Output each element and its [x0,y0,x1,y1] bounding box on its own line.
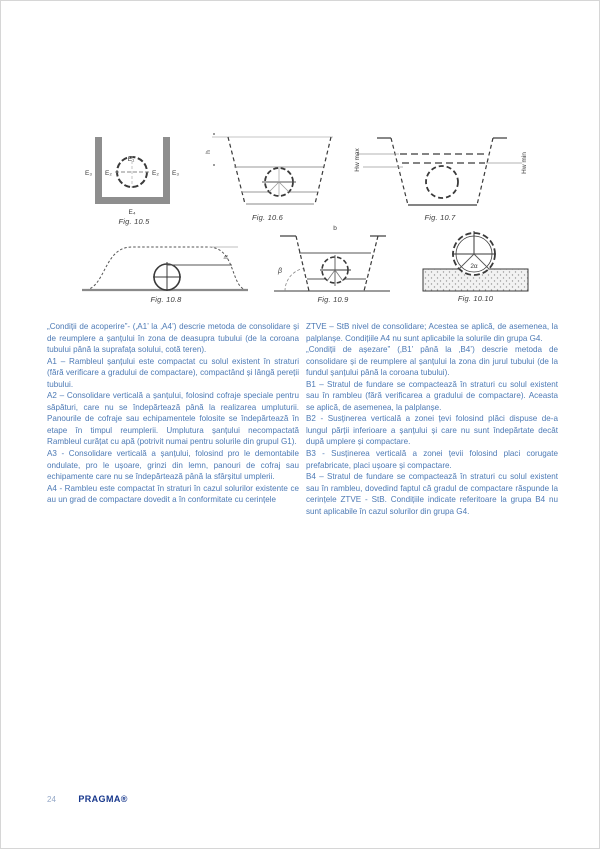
figure-caption: Fig. 10.9 [317,295,349,304]
figure-10-5 [84,132,184,226]
pipe-circle [426,166,458,198]
modulus-label-top: E₁ [127,156,135,163]
slope-angle-arc [285,269,303,291]
figure-10-8 [80,240,252,304]
modulus-label-right-inner: E₂ [152,170,159,177]
dimension-tick [213,133,215,135]
slope-angle-label: β [278,268,282,275]
figure-caption: Fig. 10.5 [118,217,150,226]
paragraph-a1: A1 – Rambleul șanțului este compactat cu solul existent în straturi (fără verificare a gradului de compactare), compactând și lângă pereții tubului. [47,356,299,389]
page-footer [47,789,547,807]
dimension-tick [213,164,215,166]
figure-caption: Fig. 10.10 [457,294,494,303]
right-text-column [306,321,558,517]
cover-height-label: h [223,255,230,259]
embankment-diagram [80,240,252,294]
modulus-label-right-outer: E₃ [172,170,179,177]
water-min-label: Hw min [521,152,528,174]
modulus-label-left-inner: E₂ [105,170,112,177]
modulus-label-bottom: E₄ [128,209,136,216]
pipe-circle [320,255,351,286]
modulus-label-left-outer: E₃ [85,170,92,177]
paragraph-b4: B4 – Stratul de fundare se compactează în straturi cu solul existent sau în rambleu, dovedind faptul că gradul de compactare răspunde la cerințele ZTVE - StB. Condițiile indicate referitoare la grupa B4 nu sunt aplicabile în cazul solurilor din grupa G4. [306,472,558,516]
paragraph-ztve: ZTVE – StB nivel de consolidare; Acestea se aplică, de asemenea, la palplanșe. Condițiile A4 nu sunt aplicabile la solurile din grupa G4. [306,322,558,343]
groundwater-trench-diagram [350,128,530,212]
figure-caption: Fig. 10.8 [150,295,182,304]
dimension-leaders [357,154,522,167]
trench-vertical-walls-diagram [84,132,184,216]
trench-width-label: b [333,225,337,232]
figure-10-9 [272,222,394,304]
water-level-lines [400,154,487,163]
figure-caption: Fig. 10.7 [424,213,456,222]
paragraph-a4: A4 - Rambleu este compactat în straturi în cazul solurilor existente ce au un grad de compactare dovedit a în conformitate cu cerințele [47,483,299,505]
figure-10-7 [350,128,530,222]
left-text-column [47,321,299,506]
brand-logo: PRAGMA® [78,794,128,804]
paragraph-conditii-asezare: „Condiții de așezare” (‚B1’ până la ‚B4’) descrie metoda de consolidare și de reumplere al șanțului la zona din jurul tubului (de la fundul șanțului până la coroana tubului). [306,345,558,378]
paragraph-a3: A3 - Consolidare verticală a șanțului, folosind pro le demontabile ondulate, pro le ușoare, grinzi din lemn, panouri de cofraj sau echipamente care nu se îndepărtează până la sfârșitul umplerii. [47,449,299,482]
water-max-label: Hw max [354,148,361,172]
bedding-angle-diagram [418,228,533,293]
figure-10-10 [418,228,533,303]
depth-label: h [205,150,212,154]
trench-width-angle-diagram [272,222,394,294]
figure-caption: Fig. 10.6 [252,213,283,222]
pipe-circle [153,262,181,291]
support-angle-label: 2α [470,263,478,270]
paragraph-b1: B1 – Stratul de fundare se compactează în straturi cu solul existent sau în rambleu (fără verificarea a gradului de compactare). Aceasta se aplică, de asemenea, la palplanșe. [306,379,558,412]
paragraph-b2: B2 - Susținerea verticală a zonei țevi folosind plăci dispuse de-a lungul părții inferioare a șanțului și care nu sunt îndepărtate decât după umplere și compactare. [306,414,558,447]
paragraph-a2: A2 – Consolidare verticală a șanțului, folosind cofraje speciale pentru săpături, care nu se îndepărtează până la realizarea umpluturii. Panourile de cofraje sau echipamentele folosite se îndepărtează în etape în timpul reumplerii. Umplutura șanțului necompactată Rambleul curățat cu apă (potrivit numai pentru solurile din grupul G1). [47,391,299,447]
paragraph-b3: B3 - Susținerea verticală a zonei țevii folosind placi corugate prefabricate, placi ușoare și compactare. [306,449,558,470]
sloped-trench-diagram [200,128,335,212]
paragraph-conditii-acoperire: „Condiții de acoperire”- (‚A1’ la ‚A4’) descrie metoda de consolidare și de reumplere a șanțului în zona de deasupra tubului (de la coroana tubului până la suprafața solului, cotă teren). [47,322,299,355]
figure-10-6 [200,128,335,222]
page-number: 24 [47,795,56,804]
